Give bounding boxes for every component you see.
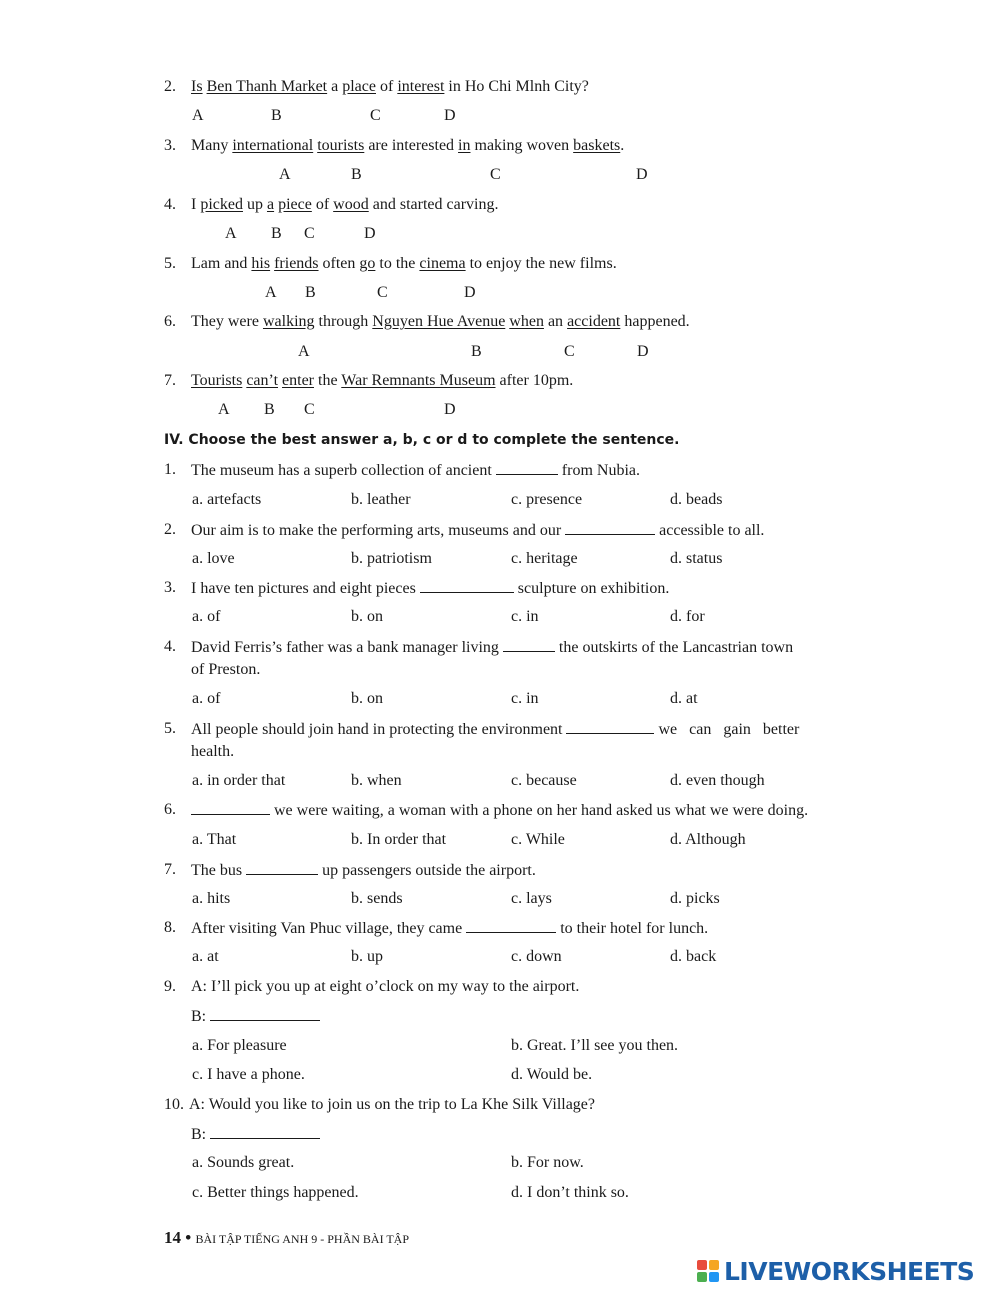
logo-text: LIVEWORKSHEETS <box>724 1256 975 1286</box>
option-b[interactable]: b. on <box>351 690 383 707</box>
option-a[interactable]: a. love <box>192 550 235 567</box>
option-a[interactable]: a. of <box>192 690 221 707</box>
page-number: 14 <box>164 1228 181 1247</box>
question-number: 7. <box>164 372 176 389</box>
option-letter-b[interactable]: B <box>471 343 482 360</box>
option-a[interactable]: a. in order that <box>192 772 286 789</box>
logo-block <box>697 1260 707 1270</box>
question-number: 10. <box>164 1096 184 1113</box>
question-text: Many international tourists are interested in making woven baskets. <box>191 137 625 154</box>
option-b[interactable]: b. For now. <box>511 1154 584 1171</box>
option-letter-b[interactable]: B <box>271 225 282 242</box>
option-letter-d[interactable]: D <box>364 225 376 242</box>
option-letter-b[interactable]: B <box>264 401 275 418</box>
answer-blank[interactable] <box>566 719 654 734</box>
option-c[interactable]: c. in <box>511 608 539 625</box>
answer-blank[interactable] <box>191 800 270 815</box>
option-a[interactable]: a. of <box>192 608 221 625</box>
question-text: Our aim is to make the performing arts, museums and our accessible to all. <box>191 522 765 539</box>
option-d[interactable]: d. picks <box>670 890 720 907</box>
option-d[interactable]: d. status <box>670 550 723 567</box>
option-letter-c[interactable]: C <box>490 166 501 183</box>
option-letter-a[interactable]: A <box>218 401 230 418</box>
option-letter-c[interactable]: C <box>304 401 315 418</box>
option-d[interactable]: d. beads <box>670 491 723 508</box>
option-letter-d[interactable]: D <box>637 343 649 360</box>
question-number: 9. <box>164 978 176 995</box>
option-letter-d[interactable]: D <box>444 107 456 124</box>
option-a[interactable]: a. at <box>192 948 219 965</box>
answer-blank[interactable] <box>503 637 555 652</box>
answer-blank[interactable] <box>210 1006 320 1021</box>
option-b[interactable]: b. when <box>351 772 402 789</box>
question-text: After visiting Van Phuc village, they came to their hotel for lunch. <box>191 920 709 937</box>
question-text: we were waiting, a woman with a phone on her hand asked us what we were doing. <box>191 800 808 821</box>
option-d[interactable]: d. Although <box>670 831 746 848</box>
option-b[interactable]: b. on <box>351 608 383 625</box>
logo-block <box>709 1272 719 1282</box>
option-letter-a[interactable]: A <box>279 166 291 183</box>
footer-bullet: • <box>181 1228 196 1247</box>
option-letter-d[interactable]: D <box>636 166 648 183</box>
option-a[interactable]: a. That <box>192 831 237 848</box>
option-letter-c[interactable]: C <box>304 225 315 242</box>
question-text: A: Would you like to join us on the trip to La Khe Silk Village? <box>189 1096 596 1113</box>
liveworksheets-logo[interactable] <box>697 1256 974 1286</box>
question-text: I have ten pictures and eight pieces sculpture on exhibition. <box>191 580 670 597</box>
question-text: They were walking through Nguyen Hue Avenue when an accident happened. <box>191 313 690 330</box>
question-number: 7. <box>164 861 176 878</box>
question-text: The museum has a superb collection of ancient from Nubia. <box>191 462 640 479</box>
option-c[interactable]: c. While <box>511 831 565 848</box>
option-b[interactable]: b. sends <box>351 890 403 907</box>
logo-block <box>709 1260 719 1270</box>
answer-blank[interactable] <box>246 860 318 875</box>
option-b[interactable]: b. leather <box>351 491 411 508</box>
reply-line: B: <box>191 1006 320 1027</box>
page-footer <box>164 1228 409 1249</box>
question-number: 6. <box>164 801 176 818</box>
answer-blank[interactable] <box>210 1124 320 1139</box>
question-text: All people should join hand in protecting the environment we can gain better <box>191 721 800 738</box>
question-text: Lam and his friends often go to the cinema to enjoy the new films. <box>191 255 617 272</box>
answer-blank[interactable] <box>496 460 558 475</box>
option-c[interactable]: c. presence <box>511 491 583 508</box>
question-number: 5. <box>164 255 176 272</box>
option-a[interactable]: a. artefacts <box>192 491 262 508</box>
question-number: 6. <box>164 313 176 330</box>
option-c[interactable]: c. because <box>511 772 577 789</box>
option-c[interactable]: c. lays <box>511 890 552 907</box>
option-a[interactable]: a. hits <box>192 890 231 907</box>
option-b[interactable]: b. Great. I’ll see you then. <box>511 1037 679 1054</box>
logo-block <box>697 1272 707 1282</box>
option-b[interactable]: b. In order that <box>351 831 447 848</box>
option-c[interactable]: c. heritage <box>511 550 578 567</box>
option-a[interactable]: a. For pleasure <box>192 1037 287 1054</box>
option-letter-c[interactable]: C <box>370 107 381 124</box>
question-text: David Ferris’s father was a bank manager living the outskirts of the Lancastrian town <box>191 639 794 656</box>
question-text: I picked up a piece of wood and started carving. <box>191 196 499 213</box>
section-heading: IV. Choose the best answer a, b, c or d to complete the sentence. <box>164 432 680 448</box>
option-c[interactable]: c. I have a phone. <box>192 1066 305 1083</box>
option-letter-c[interactable]: C <box>377 284 388 301</box>
answer-blank[interactable] <box>420 578 514 593</box>
answer-blank[interactable] <box>466 918 556 933</box>
option-c[interactable]: c. Better things happened. <box>192 1184 359 1201</box>
reply-line: B: <box>191 1124 320 1145</box>
question-number: 4. <box>164 196 176 213</box>
question-number: 3. <box>164 137 176 154</box>
option-c[interactable]: c. in <box>511 690 539 707</box>
option-letter-a[interactable]: A <box>225 225 237 242</box>
option-letter-b[interactable]: B <box>271 107 282 124</box>
question-number: 3. <box>164 579 176 596</box>
question-text: Is Ben Thanh Market a place of interest in Ho Chi Mlnh City? <box>191 78 589 95</box>
option-letter-d[interactable]: D <box>444 401 456 418</box>
question-text: Tourists can’t enter the War Remnants Museum after 10pm. <box>191 372 574 389</box>
option-letter-b[interactable]: B <box>305 284 316 301</box>
question-number: 8. <box>164 919 176 936</box>
logo-blocks-icon <box>697 1260 719 1282</box>
footer-title: BÀI TẬP TIẾNG ANH 9 - PHẦN BÀI TẬP <box>195 1232 410 1246</box>
option-d[interactable]: d. Would be. <box>511 1066 593 1083</box>
question-text: A: I’ll pick you up at eight o’clock on my way to the airport. <box>191 978 580 995</box>
question-number: 5. <box>164 720 176 737</box>
question-number: 4. <box>164 638 176 655</box>
question-number: 2. <box>164 78 176 95</box>
option-a[interactable]: a. Sounds great. <box>192 1154 295 1171</box>
option-letter-a[interactable]: A <box>298 343 310 360</box>
option-d[interactable]: d. for <box>670 608 705 625</box>
question-text: The bus up passengers outside the airport. <box>191 862 536 879</box>
option-c[interactable]: c. down <box>511 948 562 965</box>
option-letter-d[interactable]: D <box>464 284 476 301</box>
option-letter-a[interactable]: A <box>192 107 204 124</box>
question-text-continued: health. <box>191 743 235 760</box>
option-d[interactable]: d. back <box>670 948 717 965</box>
option-b[interactable]: b. patriotism <box>351 550 432 567</box>
option-d[interactable]: d. at <box>670 690 698 707</box>
option-b[interactable]: b. up <box>351 948 383 965</box>
question-number: 1. <box>164 461 176 478</box>
option-letter-a[interactable]: A <box>265 284 277 301</box>
option-letter-b[interactable]: B <box>351 166 362 183</box>
option-d[interactable]: d. I don’t think so. <box>511 1184 629 1201</box>
question-number: 2. <box>164 521 176 538</box>
question-text-continued: of Preston. <box>191 661 261 678</box>
answer-blank[interactable] <box>565 520 655 535</box>
option-d[interactable]: d. even though <box>670 772 765 789</box>
option-letter-c[interactable]: C <box>564 343 575 360</box>
